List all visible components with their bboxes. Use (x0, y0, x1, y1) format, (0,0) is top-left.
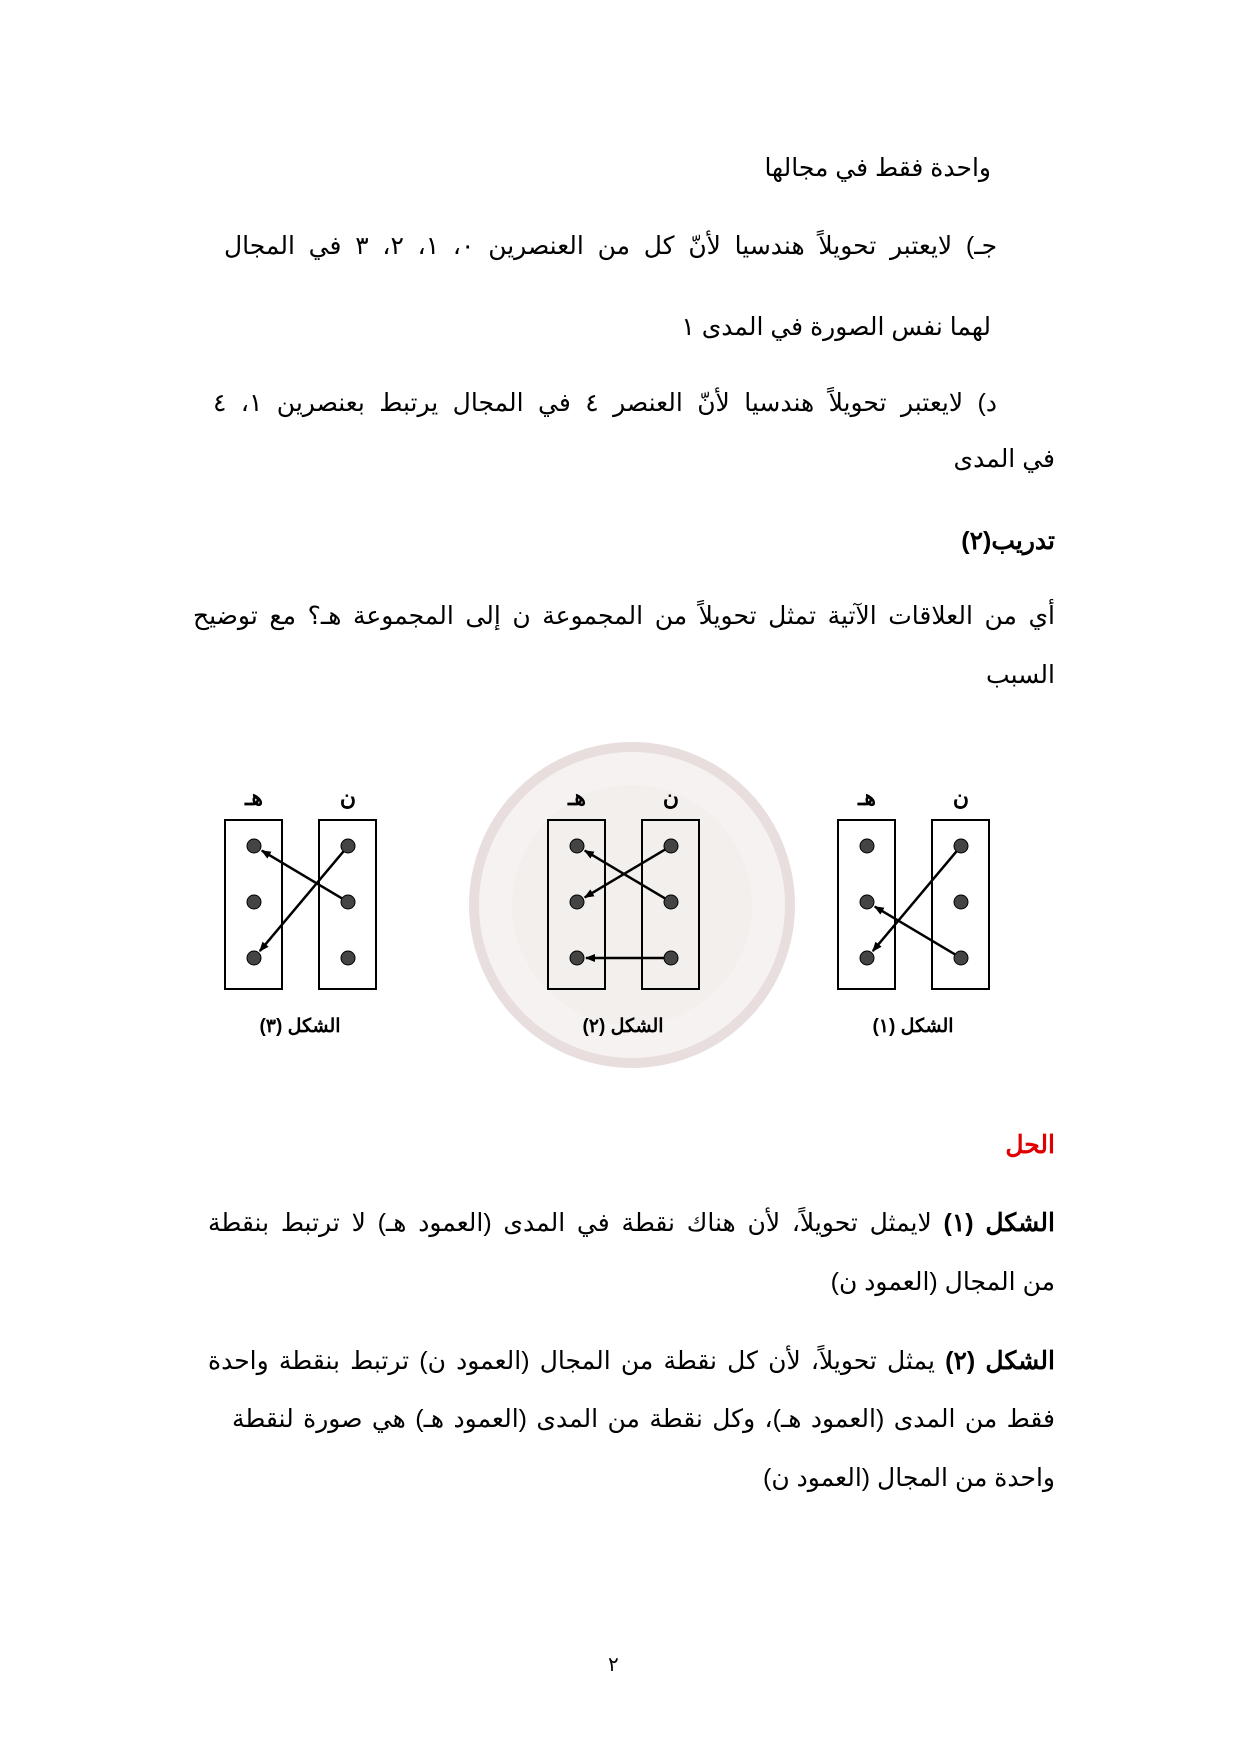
domain-label: ن (662, 785, 680, 810)
range-dot (570, 839, 584, 853)
solution-fig2-line3: واحدة من المجال (العمود ن) (763, 1464, 1055, 1492)
figure-caption: الشكل (١) (872, 1016, 954, 1037)
figure-caption: الشكل (٢) (582, 1016, 664, 1037)
figure-3 (225, 785, 376, 1037)
range-dot (860, 951, 874, 965)
fig1-label: الشكل (١) (943, 1209, 1055, 1237)
range-dot (247, 895, 261, 909)
range-dot (570, 951, 584, 965)
domain-dot (954, 951, 968, 965)
figure-caption: الشكل (٣) (259, 1016, 341, 1037)
domain-dot (664, 895, 678, 909)
domain-dot (341, 895, 355, 909)
mapping-arrow (262, 851, 353, 905)
range-label: هـ (244, 785, 264, 810)
range-label: هـ (567, 785, 587, 810)
range-dot (570, 895, 584, 909)
text-line: لهما نفس الصورة في المدى ١ (681, 313, 991, 341)
domain-label: ن (339, 785, 357, 810)
domain-label: ن (952, 785, 970, 810)
range-label: هـ (857, 785, 877, 810)
domain-dot (664, 951, 678, 965)
text-line: د) لايعتبر تحويلاً هندسيا لأنّ العنصر ٤ في المجال يرتبط بعنصرين ١، ٤ (213, 389, 997, 417)
fig2-label: الشكل (٢) (945, 1347, 1055, 1375)
solution-fig1-line2: من المجال (العمود ن) (830, 1268, 1055, 1296)
text-line: جـ) لايعتبر تحويلاً هندسيا لأنّ كل من العنصرين ٠، ١، ٢، ٣ في المجال (224, 232, 998, 260)
text-line: واحدة فقط في مجالها (764, 154, 991, 182)
text-line: في المدى (953, 445, 1055, 473)
solution-fig2-line2: فقط من المدى (العمود هـ)، وكل نقطة من المدى (العمود هـ) هي صورة لنقطة (232, 1405, 1055, 1433)
solution-title: الحل (1005, 1131, 1055, 1159)
solution-fig2-line (208, 1346, 1055, 1376)
page-number: ٢ (608, 1654, 619, 1676)
range-dot (247, 839, 261, 853)
range-dot (860, 839, 874, 853)
solution-fig1-line (208, 1208, 1055, 1238)
fig2-text: يمثل تحويلاً، لأن كل نقطة من المجال (العمود ن) ترتبط بنقطة واحدة (208, 1347, 946, 1375)
domain-dot (954, 895, 968, 909)
range-dot (247, 951, 261, 965)
exercise-title: تدريب(٢) (961, 527, 1055, 555)
domain-dot (954, 839, 968, 853)
figure-1 (838, 785, 989, 1037)
exercise-question: أي من العلاقات الآتية تمثل تحويلاً من المجموعة ن إلى المجموعة هـ؟ مع توضيح (193, 602, 1055, 630)
mapping-arrow (873, 841, 965, 951)
fig1-text: لايمثل تحويلاً، لأن هناك نقطة في المدى (العمود هـ) لا ترتبط بنقطة (208, 1209, 944, 1237)
domain-dot (341, 839, 355, 853)
exercise-question-cont: السبب (986, 661, 1055, 689)
domain-dot (341, 951, 355, 965)
range-dot (860, 895, 874, 909)
domain-dot (664, 839, 678, 853)
